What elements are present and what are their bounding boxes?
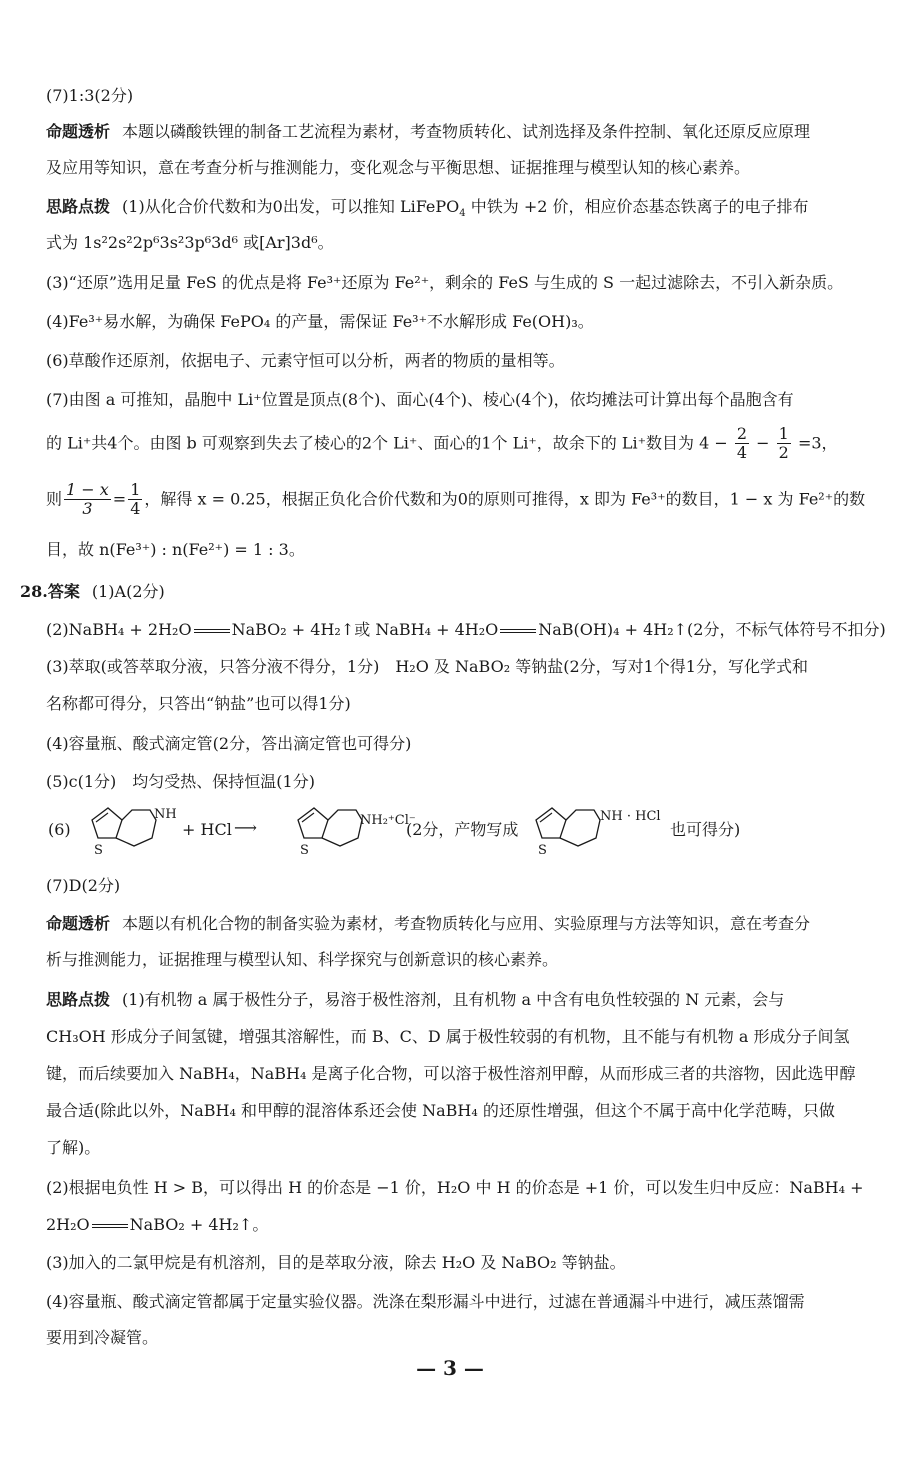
sulfur-atom-label: S — [538, 843, 547, 858]
hint-b-line-5: 了解)。 — [46, 1138, 101, 1157]
hint-7-text-c: ，解得 x = 0.25，根据正负化合价代数和为0的原则可推得，x 即为 Fe³⁺的数目，1 − x 为 Fe²⁺的数 — [144, 489, 866, 509]
hint-b-line-3: 键，而后续要加入 NaBH₄，NaBH₄ 是离子化合物，可以溶于极性溶剂甲醇，从而形成三者的共溶物，因此选甲醇 — [46, 1064, 856, 1083]
eq-2-right: NaB(OH)₄ + 4H₂↑(2分，不标气体符号不扣分) — [538, 620, 886, 639]
part-6-note: (2分，产物写成 — [406, 820, 519, 839]
answer-label: 答案 — [47, 582, 80, 601]
intent-label: 命题透析 — [46, 122, 111, 141]
fraction-1-2: $\frac{1}{2}$ — [778, 424, 789, 463]
hint-line-1 — [46, 197, 809, 220]
hint-b-line-1 — [46, 990, 784, 1009]
intent-b-line-1 — [46, 914, 810, 933]
hint-1-text-a: (1)从化合价代数和为0出发，可以推知 LiFePO — [122, 197, 460, 216]
alt-product-structure — [516, 798, 666, 860]
reaction-arrow: ⟶ — [234, 818, 257, 837]
part-6-end: 也可得分) — [670, 820, 741, 839]
intent-line-2: 及应用等知识，意在考查分析与推测能力，变化观念与平衡思想、证据推理与模型认知的核心素养。 — [46, 158, 751, 177]
q28-part-5: (5)c(1分) 均匀受热、保持恒温(1分) — [46, 772, 315, 791]
hint-label: 思路点拨 — [46, 197, 111, 216]
intent-b-text-1: 本题以有机化合物的制备实验为素材，考查物质转化与应用、实验原理与方法等知识，意在考查分 — [122, 914, 811, 933]
question-number: 28. — [20, 582, 48, 601]
intent-text-1: 本题以磷酸铁锂的制备工艺流程为素材，考查物质转化、试剂选择及条件控制、氧化还原反应原理 — [122, 122, 811, 141]
eq-1-right: NaBO₂ + 4H₂↑或 NaBH₄ + 4H₂O — [231, 620, 499, 639]
q28-part-1: (1)A(2分) — [91, 582, 165, 601]
plus-hcl: + HCl — [182, 820, 232, 839]
product-structure — [278, 798, 416, 860]
page-number: — 3 — — [416, 1356, 484, 1380]
hint-1-sub: 4 — [459, 208, 466, 220]
answer-7: (7)1:3(2分) — [46, 86, 134, 105]
hint-3: (3)“还原”选用足量 FeS 的优点是将 Fe³⁺还原为 Fe²⁺，剩余的 FeS 与生成的 S 一起过滤除去，不引入新杂质。 — [46, 273, 844, 292]
fraction-1-minus-x: $\frac{1 - x}{3}$ — [66, 480, 109, 519]
hint-7-text-a: 的 Li⁺共4个。由图 b 可观察到失去了棱心的2个 Li⁺、面心的1个 Li⁺，故余下的 Li⁺数目为 4 − — [46, 433, 728, 453]
eq-1-left: (2)NaBH₄ + 2H₂O — [46, 620, 192, 639]
hint-b-3: (3)加入的二氯甲烷是有机溶剂，目的是萃取分液，除去 H₂O 及 NaBO₂ 等钠盐。 — [46, 1253, 626, 1272]
part-6-label: (6) — [48, 820, 71, 839]
hint-b-line-4: 最合适(除此以外，NaBH₄ 和甲醇的混溶体系还会使 NaBH₄ 的还原性增强，但这个不属于高中化学范畴，只做 — [46, 1101, 835, 1120]
hint-1-text-b: 中铁为 +2 价，相应价态基态铁离子的电子排布 — [465, 197, 809, 216]
intent-label: 命题透析 — [46, 914, 111, 933]
hint-7-then: 则 — [46, 489, 63, 509]
hint-b-line-2: CH₃OH 形成分子间氢键，增强其溶解性，而 B、C、D 属于极性较弱的有机物，且不能与有机物 a 形成分子间氢 — [46, 1027, 850, 1046]
nh2-cl-label: NH₂⁺Cl⁻ — [360, 813, 416, 828]
q28-part-2 — [46, 620, 886, 639]
fraction-1-4: $\frac{1}{4}$ — [130, 480, 141, 519]
nh-hcl-label: NH · HCl — [600, 809, 661, 824]
hint-1-config: 式为 1s²2s²2p⁶3s²3p⁶3d⁶ 或[Ar]3d⁶。 — [46, 233, 334, 252]
q28-part-4: (4)容量瓶、酸式滴定管(2分，答出滴定管也可得分) — [46, 734, 412, 753]
equals-sign: = — [112, 489, 127, 509]
hint-6: (6)草酸作还原剂，依据电子、元素守恒可以分析，两者的物质的量相等。 — [46, 351, 565, 370]
hint-label: 思路点拨 — [46, 990, 111, 1009]
q28-part-3-line-2: 名称都可得分，只答出“钠盐”也可以得1分) — [46, 694, 351, 713]
q28-part-3-line-1: (3)萃取(或答萃取分液，只答分液不得分，1分) H₂O 及 NaBO₂ 等钠盐(2分，写对1个得1分，写化学式和 — [46, 657, 808, 676]
sulfur-atom-label: S — [300, 843, 309, 858]
sulfur-atom-label: S — [94, 843, 103, 858]
hint-7-line-2: 的 Li⁺共4个。由图 b 可观察到失去了棱心的2个 Li⁺、面心的1个 Li⁺，故余下的 Li⁺数目为 4 − $\frac{2}{4}$ − $\frac{1}{2}$ =3， — [46, 424, 838, 463]
q28-part-6-reaction — [46, 798, 886, 862]
intent-line-1 — [46, 122, 810, 141]
hint-b-4-line-2: 要用到冷凝管。 — [46, 1328, 159, 1347]
reactant-structure — [72, 798, 180, 860]
hint-7-text-b: =3， — [797, 433, 838, 453]
fraction-2-4: $\frac{2}{4}$ — [736, 424, 748, 463]
equation-equals-sign — [194, 629, 230, 633]
hint-b-2-line-2 — [46, 1215, 268, 1234]
hint-7-line-1: (7)由图 a 可推知，晶胞中 Li⁺位置是顶点(8个)、面心(4个)、棱心(4个)，依均摊法可计算出每个晶胞含有 — [46, 390, 794, 409]
hint-b-4-line-1: (4)容量瓶、酸式滴定管都属于定量实验仪器。洗涤在梨形漏斗中进行，过滤在普通漏斗中进行，减压蒸馏需 — [46, 1292, 805, 1311]
hint-b-text-1: (1)有机物 a 属于极性分子，易溶于极性溶剂，且有机物 a 中含有电负性较强的 N 元素，会与 — [122, 990, 785, 1009]
q28-answer-line — [20, 582, 165, 601]
nh-label: NH — [154, 807, 177, 822]
intent-b-line-2: 析与推测能力，证据推理与模型认知、科学探究与创新意识的核心素养。 — [46, 950, 559, 969]
eq-3-right: NaBO₂ + 4H₂↑。 — [129, 1215, 269, 1234]
hint-7-line-3 — [46, 481, 865, 519]
hint-4: (4)Fe³⁺易水解，为确保 FePO₄ 的产量，需保证 Fe³⁺不水解形成 Fe(OH)₃。 — [46, 312, 594, 331]
equation-equals-sign — [500, 629, 536, 633]
hint-7-line-4: 目，故 n(Fe³⁺) : n(Fe²⁺) = 1 : 3。 — [46, 540, 305, 559]
hint-b-2-line-1: (2)根据电负性 H > B，可以得出 H 的价态是 −1 价，H₂O 中 H 的价态是 +1 价，可以发生归中反应：NaBH₄ + — [46, 1178, 864, 1197]
equation-equals-sign — [92, 1224, 128, 1228]
eq-3-left: 2H₂O — [46, 1215, 90, 1234]
q28-part-7: (7)D(2分) — [46, 876, 121, 895]
